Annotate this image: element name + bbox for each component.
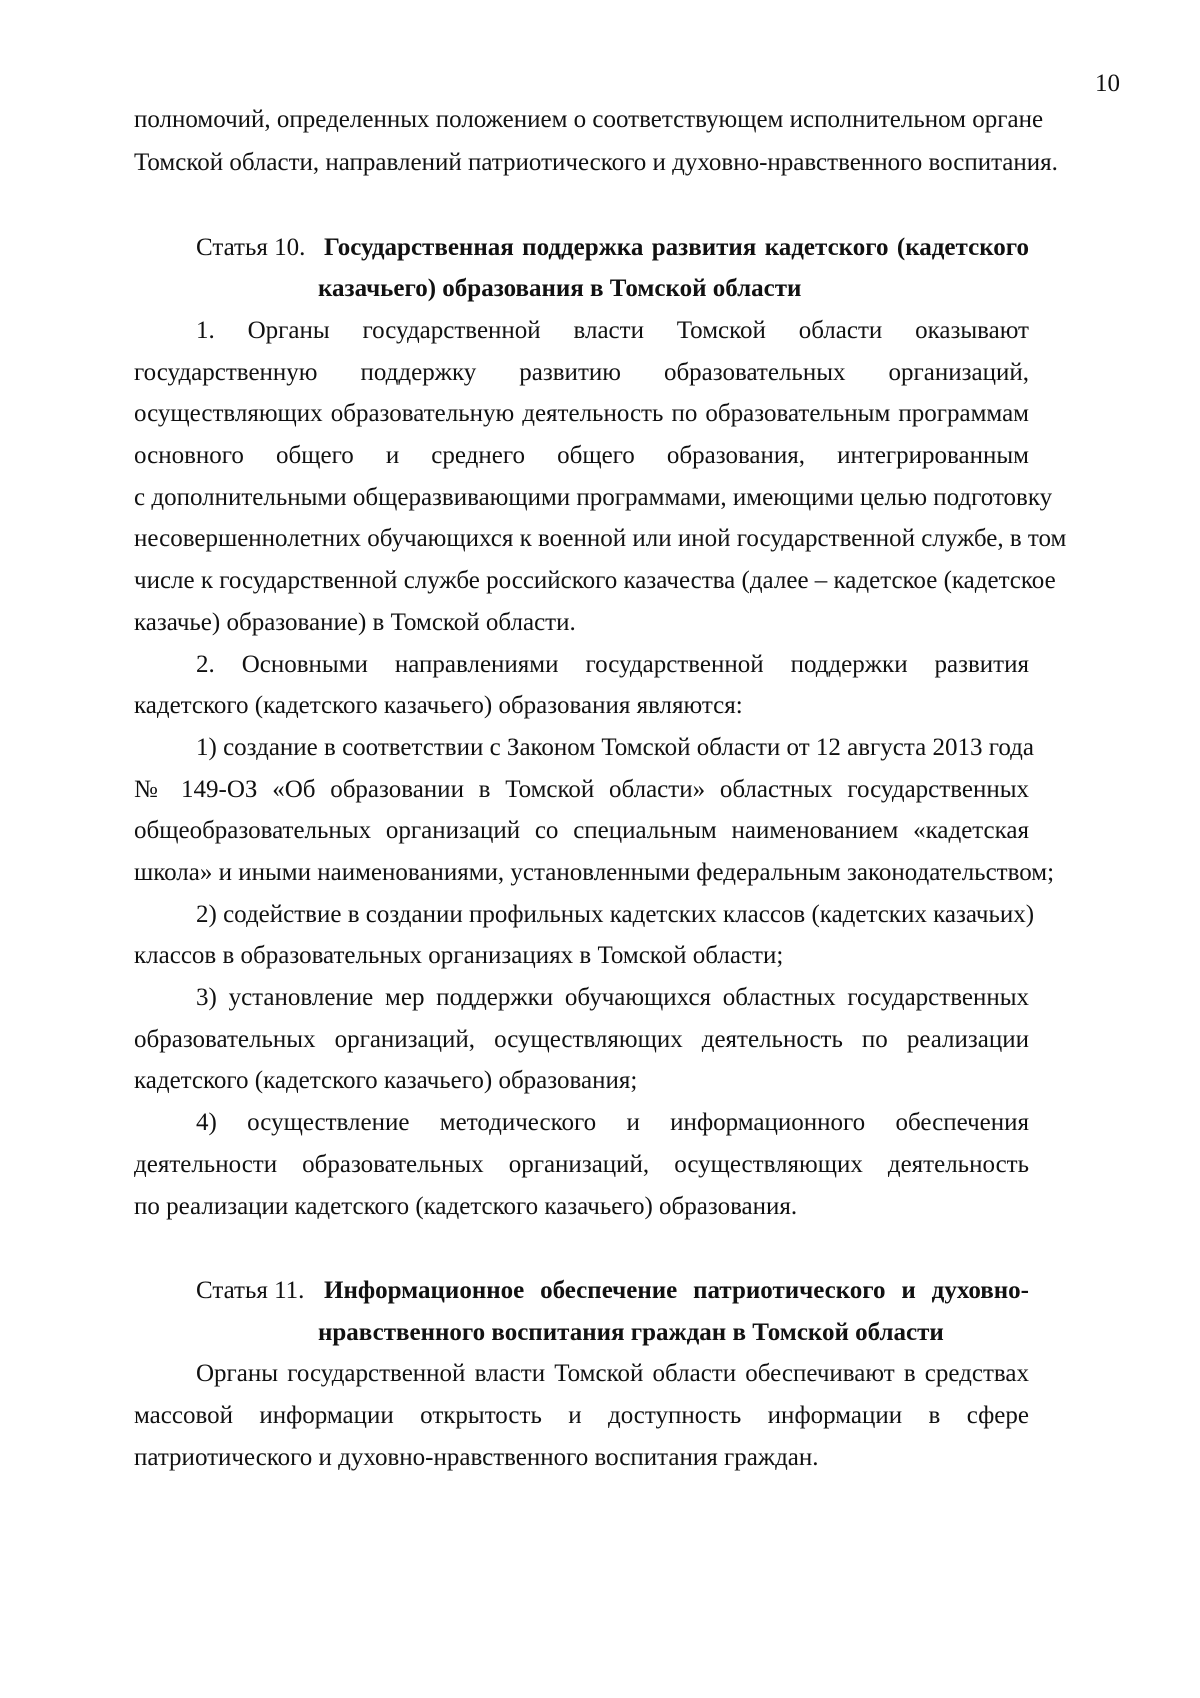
article-10-item-1-line-2: № 149-ОЗ «Об образовании в Томской области» областных государственных — [134, 776, 1029, 803]
article-10-item-3-line-1: 3) установление мер поддержки обучающихся областных государственных — [196, 984, 1029, 1011]
article-10-item-4-line-2: деятельности образовательных организаций, осуществляющих деятельность — [134, 1151, 1029, 1178]
article-10-title-line-2: казачьего) образования в Томской области — [318, 275, 802, 302]
intro-line-2: Томской области, направлений патриотического и духовно-нравственного воспитания. — [134, 149, 1058, 176]
article-10-title-line-1: Государственная поддержка развития кадетского (кадетского — [324, 234, 1029, 261]
article-10-item-2-line-1: 2) содействие в создании профильных кадетских классов (кадетских казачьих) — [196, 901, 1035, 928]
article-10-p1-line-2: государственную поддержку развитию образовательных организаций, — [134, 359, 1029, 386]
article-10-p1-line-4: основного общего и среднего общего образования, интегрированным — [134, 442, 1029, 469]
article-10-item-2-line-2: классов в образовательных организациях в Томской области; — [134, 942, 784, 969]
article-10-prefix: Статья 10. — [196, 234, 306, 261]
intro-line-1: полномочий, определенных положением о соответствующем исполнительном органе — [134, 106, 1044, 133]
article-11-p1-line-2: массовой информации открытость и доступность информации в сфере — [134, 1402, 1029, 1429]
article-10-item-1-line-1: 1) создание в соответствии с Законом Томской области от 12 августа 2013 года — [196, 734, 1034, 761]
article-10-p2-line-1: 2. Основными направлениями государственной поддержки развития — [196, 651, 1029, 678]
article-11-title-line-2: нравственного воспитания граждан в Томской области — [318, 1319, 944, 1346]
article-11-p1-line-1: Органы государственной власти Томской области обеспечивают в средствах — [196, 1360, 1029, 1387]
article-11-heading — [196, 1268, 1029, 1314]
article-10-p2-line-2: кадетского (кадетского казачьего) образования являются: — [134, 692, 743, 719]
article-10-item-3-line-2: образовательных организаций, осуществляющих деятельность по реализации — [134, 1026, 1029, 1053]
article-11-p1-line-3: патриотического и духовно-нравственного воспитания граждан. — [134, 1444, 819, 1471]
article-11-prefix: Статья 11. — [196, 1277, 305, 1304]
page-number: 10 — [1095, 70, 1120, 97]
article-10-p1-line-7: числе к государственной службе российского казачества (далее – кадетское (кадетское — [134, 567, 1056, 594]
article-11-title-line-1: Информационное обеспечение патриотического и духовно- — [324, 1277, 1029, 1304]
article-10-p1-line-8: казачье) образование) в Томской области. — [134, 609, 576, 636]
article-10-p1-line-3: осуществляющих образовательную деятельность по образовательным программам — [134, 400, 1029, 427]
article-10-heading — [196, 225, 1029, 271]
article-10-p1-line-1: 1. Органы государственной власти Томской области оказывают — [196, 317, 1029, 344]
article-10-p1-line-5: с дополнительными общеразвивающими программами, имеющими целью подготовку — [134, 484, 1053, 511]
article-10-item-4-line-3: по реализации кадетского (кадетского казачьего) образования. — [134, 1193, 798, 1220]
article-10-item-4-line-1: 4) осуществление методического и информационного обеспечения — [196, 1109, 1029, 1136]
article-10-item-1-line-4: школа» и иными наименованиями, установленными федеральным законодательством; — [134, 859, 1055, 886]
article-10-p1-line-6: несовершеннолетних обучающихся к военной или иной государственной службе, в том — [134, 525, 1067, 552]
article-10-item-3-line-3: кадетского (кадетского казачьего) образования; — [134, 1067, 638, 1094]
article-10-item-1-line-3: общеобразовательных организаций со специальным наименованием «кадетская — [134, 817, 1029, 844]
